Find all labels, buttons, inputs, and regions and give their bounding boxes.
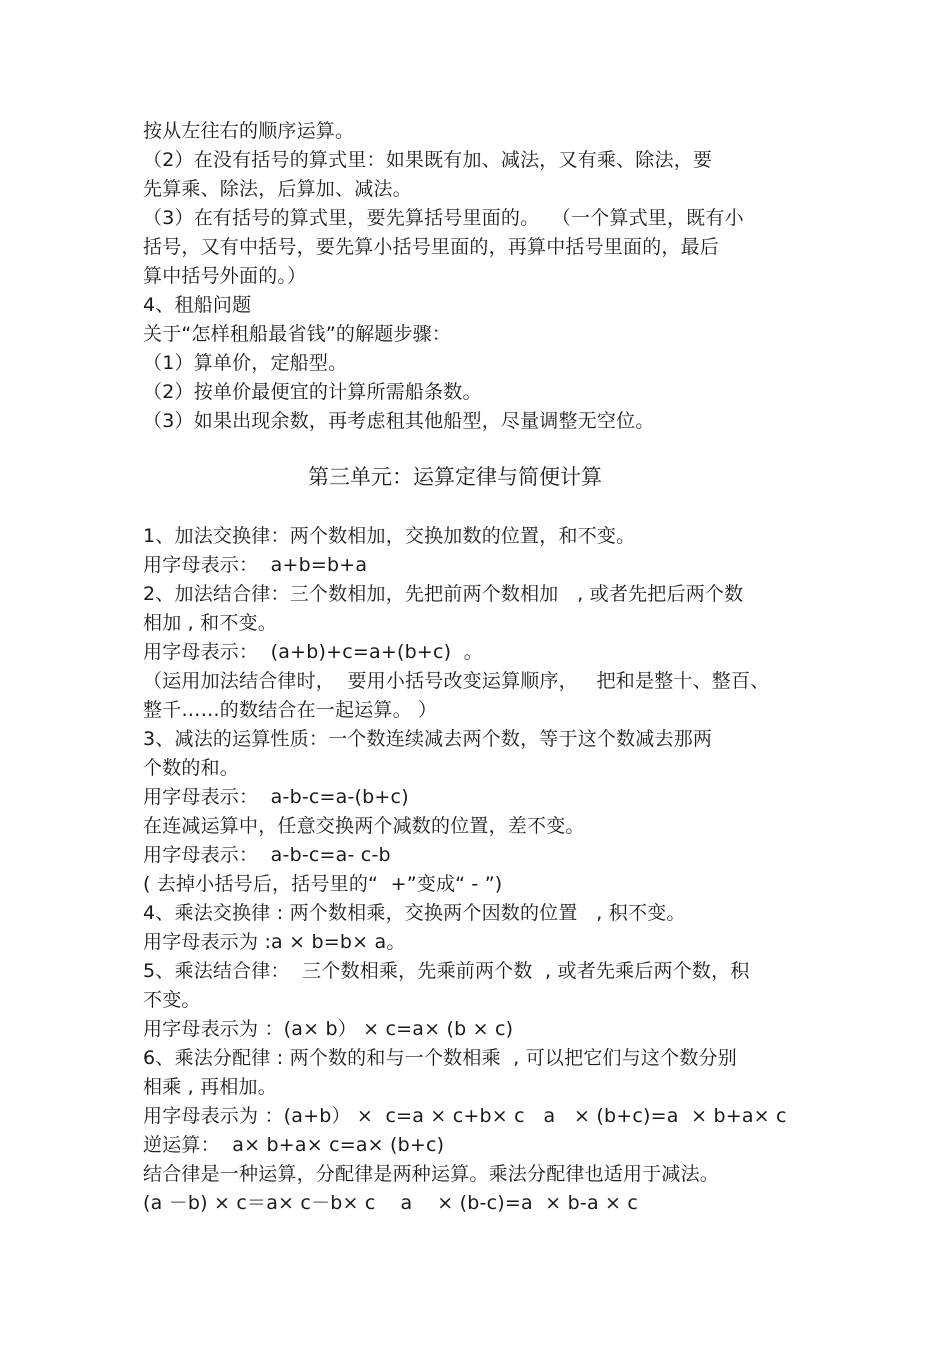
text-line: 1、加法交换律：两个数相加，交换加数的位置，和不变。	[143, 525, 636, 547]
text-line: ( 去掉小括号后，括号里的“ +”变成“ - ”)	[143, 873, 503, 895]
text-line: 逆运算： a× b+a× c=a× (b+c)	[143, 1134, 445, 1156]
text-line: （运用加法结合律时， 要用小括号改变运算顺序， 把和是整十、整百、	[143, 670, 770, 692]
text-line: 个数的和。	[143, 757, 240, 779]
text-line: 4、租船问题	[143, 294, 252, 316]
text-line: 整千……的数结合在一起运算。 ）	[143, 699, 438, 721]
text-line: 按从左往右的顺序运算。	[143, 120, 355, 142]
text-line: 用字母表示为 :a × b=b× a。	[143, 931, 406, 953]
text-line: (a －b) × c＝a× c－b× c a × (b-c)=a × b-a × c	[143, 1192, 639, 1214]
text-line: 用字母表示： a-b-c=a- c-b	[143, 844, 391, 866]
text-line: 在连减运算中，任意交换两个减数的位置，差不变。	[143, 815, 585, 837]
text-line: 用字母表示： a-b-c=a-(b+c)	[143, 786, 409, 808]
text-line: （2）按单价最便宜的计算所需船条数。	[143, 381, 482, 403]
text-line: 用字母表示： a+b=b+a	[143, 554, 368, 576]
text-line: （3）在有括号的算式里，要先算括号里面的。 （一个算式里，既有小	[143, 207, 744, 229]
text-line: 相乘 , 再相加。	[143, 1076, 277, 1098]
text-line: （1）算单价，定船型。	[143, 352, 348, 374]
text-line: （3）如果出现余数，再考虑租其他船型，尽量调整无空位。	[143, 410, 655, 432]
text-line: 4、乘法交换律 : 两个数相乘，交换两个因数的位置 , 积不变。	[143, 902, 686, 924]
text-line: 结合律是一种运算，分配律是两种运算。乘法分配律也适用于减法。	[143, 1163, 720, 1185]
text-line: 先算乘、除法，后算加、减法。	[143, 178, 412, 200]
text-line: 用字母表示： (a+b)+c=a+(b+c) 。	[143, 641, 483, 663]
text-line: 相加 , 和不变。	[143, 612, 277, 634]
text-line: 5、乘法结合律： 三个数相乘，先乘前两个数 , 或者先乘后两个数，积	[143, 960, 750, 982]
text-line: 括号，又有中括号，要先算小括号里面的，再算中括号里面的，最后	[143, 236, 720, 258]
text-line: 算中括号外面的。）	[143, 265, 307, 287]
text-line: 不变。	[143, 989, 201, 1011]
text-line: 关于“怎样租船最省钱”的解题步骤：	[143, 323, 452, 345]
text-line: 用字母表示为 ：(a+b） × c=a × c+b× c a × (b+c)=a × b+a× c	[143, 1105, 787, 1127]
text-line: 3、减法的运算性质：一个数连续减去两个数，等于这个数减去那两	[143, 728, 713, 750]
section-title: 第三单元：运算定律与简便计算	[308, 465, 602, 489]
text-line: 6、乘法分配律 : 两个数的和与一个数相乘 , 可以把它们与这个数分别	[143, 1047, 737, 1069]
text-line: 2、加法结合律：三个数相加，先把前两个数相加 , 或者先把后两个数	[143, 583, 744, 605]
text-line: （2）在没有括号的算式里：如果既有加、减法，又有乘、除法，要	[143, 149, 713, 171]
text-line: 用字母表示为 ：(a× b） × c=a× (b × c)	[143, 1018, 514, 1040]
